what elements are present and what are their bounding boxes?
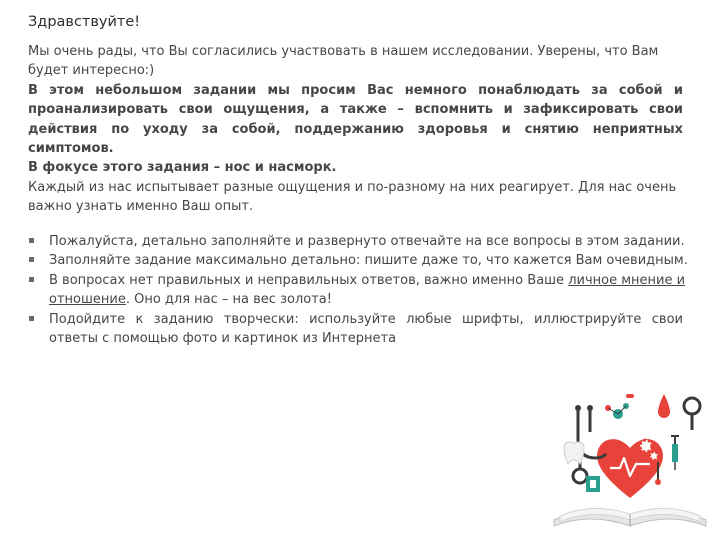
focus-line: В фокусе этого задания – нос и насморк. [28,160,337,176]
task-request-paragraph: В этом небольшом задании мы просим Вас немного понаблюдать за собой и проанализировать свои ощущения, а также – вспомнить и зафиксировать свои действия по уходу за собой, поддержанию здоровья и снятию неприятных симптомов. [28,82,683,157]
intro-paragraph: Мы очень рады, что Вы согласились участвовать в нашем исследовании. Уверены, что Вам будет интересно:) [28,44,659,79]
greeting-heading: Здравствуйте! [28,14,141,30]
tips-list [28,232,692,348]
list-item [28,251,692,270]
list-item [28,310,683,349]
pill-icon [626,394,634,398]
molecule-icon [605,403,629,419]
tip-text: Заполняйте задание максимально детально: пишите даже то, что кажется Вам очевидным. [49,253,688,269]
bullet-icon [29,316,34,321]
health-illustration [550,372,710,532]
medicine-box-icon [586,476,600,492]
tooth-icon [564,442,584,464]
list-item [28,232,692,251]
experience-paragraph: Каждый из нас испытывает разные ощущения и по-разному на них реагирует. Для нас очень важно узнать именно Ваш опыт. [28,179,677,215]
intro-block [28,42,683,217]
list-item [28,271,692,310]
open-book-icon [554,508,706,526]
bullet-icon [29,257,34,262]
tip-text: Пожалуйста, детально заполняйте и развернуто отвечайте на все вопросы в этом задании. [49,234,685,249]
tip-underlined-phrase: личное мнение и отношение [49,272,686,308]
tip-text-pre: В вопросах нет правильных и неправильных ответов, важно именно Ваше [49,272,569,288]
tip-text: Подойдите к заданию творчески: используйте любые шрифты, иллюстрируйте свои ответы с помощью фото и картинок из Интернета [49,311,683,347]
magnifier-icon [684,398,700,430]
bullet-icon [29,238,34,243]
blood-drop-icon [658,394,670,418]
syringe-icon [671,436,679,470]
bullet-icon [29,277,34,282]
tip-text-post: . Оно для нас – на вес золота! [125,292,332,308]
